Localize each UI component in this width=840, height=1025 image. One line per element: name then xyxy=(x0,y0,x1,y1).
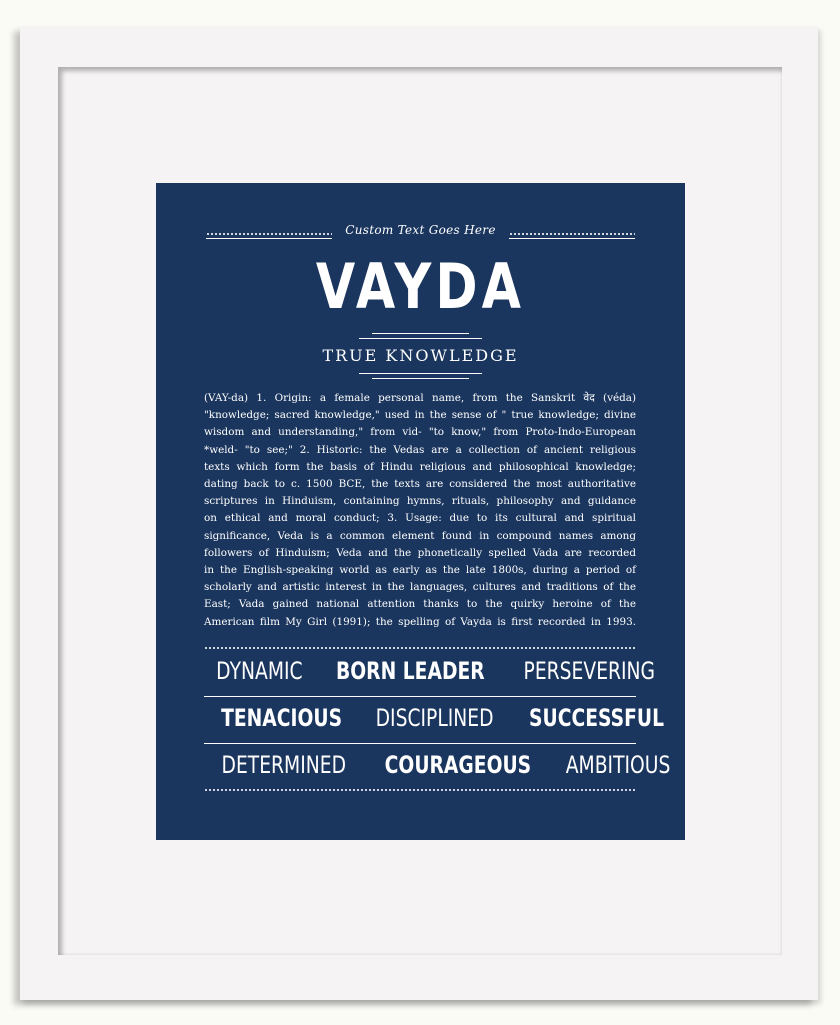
definition-line: scholarly and artistic interest in the languages, cultures and traditions of the xyxy=(204,581,636,594)
trait-word: TENACIOUS xyxy=(221,704,343,732)
meaning-underline-upper xyxy=(359,373,482,374)
name-underline-upper xyxy=(372,333,469,334)
trait-word: DETERMINED xyxy=(221,751,346,779)
definition-line: in the English-speaking world as early as the late 1800s, during a period of xyxy=(204,564,636,577)
trait-word: COURAGEOUS xyxy=(384,751,531,779)
definition-line: (VAY-da) 1. Origin: a female personal name, from the Sanskrit वेद (véda) xyxy=(204,392,636,404)
traits-top-dotted-rule xyxy=(204,647,636,649)
trait-word: AMBITIOUS xyxy=(566,751,671,779)
name-print xyxy=(156,183,685,840)
traits-divider-1 xyxy=(204,696,636,697)
trait-word: BORN LEADER xyxy=(335,657,485,685)
meaning-underline-lower xyxy=(372,378,469,379)
name-underline-lower xyxy=(359,338,482,339)
name-title: VAYDA xyxy=(315,250,526,323)
traits-row-2 xyxy=(204,704,665,732)
definition-line: texts which form the basis of Hindu religious and philosophical knowledge; xyxy=(204,460,636,473)
traits-divider-2 xyxy=(204,743,636,744)
trait-word: DYNAMIC xyxy=(216,657,303,685)
definition-line: significance, Veda is a common element found in compound names among xyxy=(204,529,636,542)
trait-word: PERSEVERING xyxy=(523,657,656,685)
trait-word: DISCIPLINED xyxy=(375,704,494,732)
traits-row-1 xyxy=(204,657,656,685)
definition-line: American film My Girl (1991); the spelling of Vayda is first recorded in 1993. xyxy=(204,615,636,628)
traits-row-3 xyxy=(204,751,671,779)
definition-line: followers of Hinduism; Veda and the phonetically spelled Vada are recorded xyxy=(204,546,636,559)
definition-line: dating back to c. 1500 BCE, the texts are considered the most authoritative xyxy=(204,478,636,491)
name-definition xyxy=(204,390,636,631)
definition-line: East; Vada gained national attention thanks to the quirky heroine of the xyxy=(204,598,636,611)
left-solid-rule xyxy=(206,238,332,239)
definition-line: "knowledge; sacred knowledge," used in the sense of " true knowledge; divine xyxy=(204,409,636,422)
right-solid-rule xyxy=(509,238,635,239)
definition-line: *weld- "to see;" 2. Historic: the Vedas are a collection of ancient religious xyxy=(204,443,636,456)
traits-bottom-dotted-rule xyxy=(204,789,636,791)
custom-text: Custom Text Goes Here xyxy=(345,223,496,237)
name-meaning: TRUE KNOWLEDGE xyxy=(322,346,519,365)
definition-line: on ethical and moral conduct; 3. Usage: due to its cultural and spiritual xyxy=(204,512,636,525)
definition-line: scriptures in Hinduism, containing hymns, rituals, philosophy and guidance xyxy=(204,495,636,508)
trait-word: SUCCESSFUL xyxy=(529,704,665,732)
definition-line: wisdom and understanding," from vid- "to know," from Proto-Indo-European xyxy=(204,426,636,439)
